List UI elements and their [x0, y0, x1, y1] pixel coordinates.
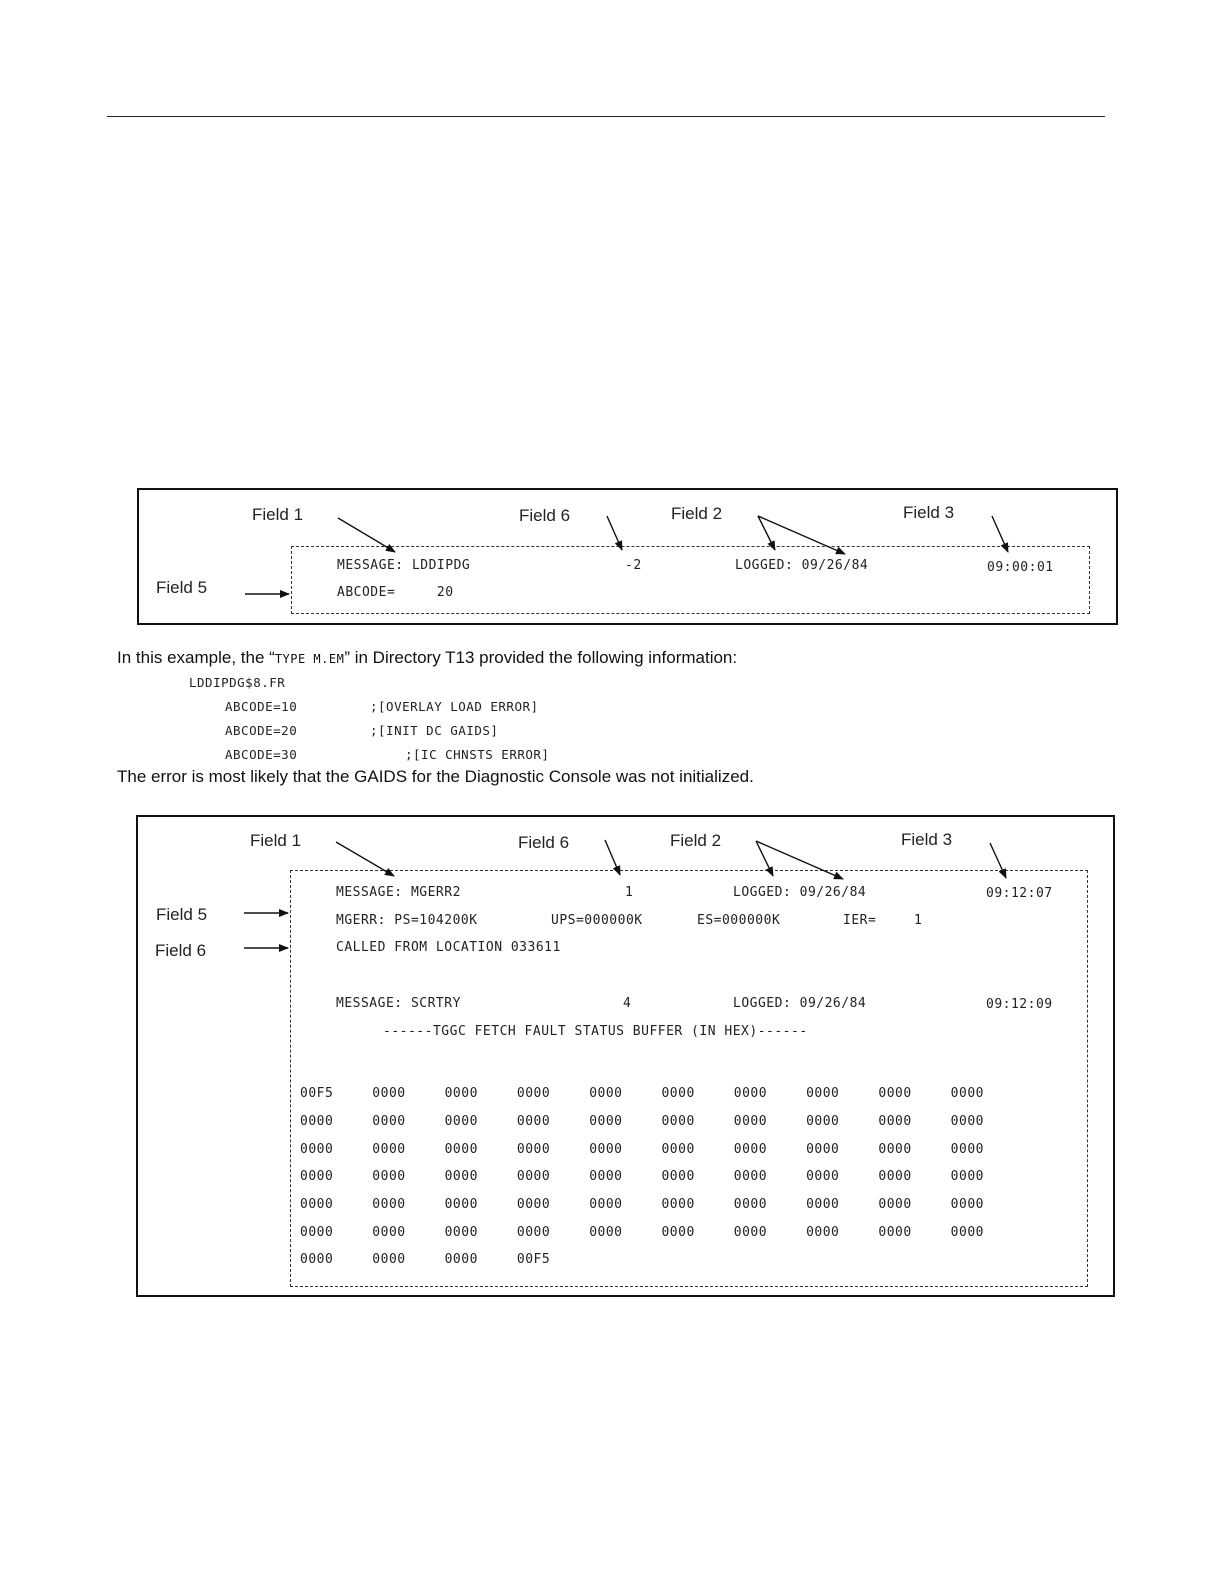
hex-cell: 0000 — [516, 1086, 551, 1102]
hex-cell: 0000 — [589, 1224, 623, 1240]
hex-cell: 0000 — [589, 1197, 623, 1213]
hex-cell: 0000 — [516, 1114, 551, 1130]
buffer-title: ------TGGC FETCH FAULT STATUS BUFFER (IN HEX)------ — [383, 1024, 808, 1039]
intro-command: TYPE M.EM — [274, 652, 345, 666]
figure2-field1-label: Field 1 — [250, 831, 302, 850]
fig1-field2-arrow-b — [758, 516, 845, 554]
hex-cell: 0000 — [516, 1224, 551, 1240]
hex-cell: 0000 — [372, 1086, 406, 1102]
hex-cell: 0000 — [516, 1197, 551, 1213]
figure1-logged: LOGGED: 09/26/84 — [735, 558, 869, 573]
intro-after: ” in Directory T13 provided the following information: — [344, 648, 738, 667]
hex-cell: 0000 — [444, 1114, 478, 1130]
figure2-message2-time: 09:12:09 — [986, 997, 1053, 1012]
hex-cell: 0000 — [661, 1141, 695, 1157]
hex-cell: 0000 — [950, 1086, 984, 1102]
hex-cell: 0000 — [300, 1114, 334, 1130]
hex-cell: 0000 — [589, 1086, 623, 1102]
mgerr-ps: MGERR: PS=104200K — [336, 913, 478, 928]
hex-cell: 0000 — [300, 1224, 334, 1240]
figure1-field5-label: Field 5 — [156, 578, 208, 597]
fig1-field1-arrow — [338, 518, 395, 552]
hex-cell: 0000 — [372, 1197, 406, 1213]
figure1-field6-label: Field 6 — [519, 506, 571, 525]
hex-cell: 0000 — [372, 1224, 406, 1240]
hex-cell: 00F5 — [516, 1252, 551, 1268]
hex-cell: 0000 — [516, 1169, 551, 1185]
figure2-message1-logged: LOGGED: 09/26/84 — [733, 885, 867, 900]
hex-cell: 0000 — [444, 1086, 478, 1102]
hex-cell: 00F5 — [300, 1086, 334, 1102]
hex-cell: 0000 — [733, 1086, 768, 1102]
hex-cell: 0000 — [806, 1224, 840, 1240]
hex-cell: 0000 — [806, 1169, 840, 1185]
hex-cell: 0000 — [733, 1141, 768, 1157]
hex-cell: 0000 — [300, 1252, 334, 1268]
figure1-message-label: MESSAGE: LDDIPDG — [337, 558, 471, 573]
hex-cell: 0000 — [372, 1141, 406, 1157]
hex-cell: 0000 — [589, 1114, 623, 1130]
hex-cell: 0000 — [733, 1224, 768, 1240]
fig2-field3-arrow — [990, 843, 1006, 878]
figure2-field6-top-label: Field 6 — [518, 833, 570, 852]
hex-cell: 0000 — [516, 1141, 551, 1157]
figure2-message1-time: 09:12:07 — [986, 886, 1053, 901]
hex-cell: 0000 — [444, 1169, 478, 1185]
figure2-message1-label: MESSAGE: MGERR2 — [336, 885, 461, 900]
hex-cell: 0000 — [661, 1224, 695, 1240]
hex-cell: 0000 — [444, 1197, 478, 1213]
abcode-20: ABCODE=20 — [225, 723, 298, 738]
hex-cell: 0000 — [444, 1224, 478, 1240]
explanation-conclusion: The error is most likely that the GAIDS for the Diagnostic Console was not initialized. — [117, 767, 754, 786]
hex-cell: 0000 — [806, 1141, 840, 1157]
intro-before: In this example, the “ — [117, 648, 275, 667]
mgerr-ups: UPS=000000K — [551, 913, 643, 928]
figure2-message1-code: 1 — [625, 885, 634, 900]
fig1-field3-arrow — [992, 516, 1008, 552]
hex-cell: 0000 — [661, 1197, 695, 1213]
hex-cell: 0000 — [806, 1197, 840, 1213]
hex-cell: 0000 — [444, 1252, 478, 1268]
hex-cell: 0000 — [733, 1169, 768, 1185]
hex-cell: 0000 — [806, 1086, 840, 1102]
fig2-field6-arrow — [605, 840, 620, 875]
fig1-field6-arrow — [607, 516, 622, 550]
hex-cell: 0000 — [878, 1169, 912, 1185]
figure2-field3-label: Field 3 — [901, 830, 953, 849]
figure2-message2-logged: LOGGED: 09/26/84 — [733, 996, 867, 1011]
hex-cell: 0000 — [661, 1169, 695, 1185]
fig2-field1-arrow — [336, 842, 394, 876]
abcode-30-desc: ;[IC CHNSTS ERROR] — [405, 747, 550, 762]
figure2-field6-left-label: Field 6 — [155, 941, 207, 960]
hex-cell: 0000 — [950, 1224, 984, 1240]
abcode-10: ABCODE=10 — [225, 699, 298, 714]
hex-cell: 0000 — [589, 1141, 623, 1157]
hex-cell: 0000 — [372, 1114, 406, 1130]
figure1-time: 09:00:01 — [987, 560, 1054, 575]
figure2-message2-label: MESSAGE: SCRTRY — [336, 996, 461, 1011]
hex-cell: 0000 — [300, 1169, 334, 1185]
hex-cell: 0000 — [733, 1114, 768, 1130]
hex-cell: 0000 — [661, 1114, 695, 1130]
hex-cell: 0000 — [806, 1114, 840, 1130]
fig2-field2-arrow-b — [756, 841, 843, 879]
figure2-field5-label: Field 5 — [156, 905, 208, 924]
hex-cell: 0000 — [661, 1086, 695, 1102]
figure1-abcode: ABCODE= 20 — [337, 585, 454, 600]
explanation-file-name: LDDIPDG$8.FR — [189, 675, 286, 690]
hex-cell: 0000 — [372, 1252, 406, 1268]
fig2-field2-arrow-a — [756, 841, 773, 876]
hex-cell: 0000 — [589, 1169, 623, 1185]
hex-cell: 0000 — [878, 1114, 912, 1130]
hex-cell: 0000 — [300, 1141, 334, 1157]
hex-cell: 0000 — [878, 1141, 912, 1157]
mgerr-ier-label: IER= — [843, 913, 877, 928]
hex-cell: 0000 — [878, 1197, 912, 1213]
mgerr-es: ES=000000K — [697, 913, 781, 928]
figure1-field3-label: Field 3 — [903, 503, 955, 522]
hex-cell: 0000 — [300, 1197, 334, 1213]
hex-cell: 0000 — [372, 1169, 406, 1185]
hex-cell: 0000 — [950, 1114, 984, 1130]
hex-cell: 0000 — [950, 1169, 984, 1185]
hex-cell: 0000 — [878, 1086, 912, 1102]
abcode-20-desc: ;[INIT DC GAIDS] — [370, 723, 499, 738]
hex-cell: 0000 — [444, 1141, 478, 1157]
hex-cell: 0000 — [950, 1197, 984, 1213]
hex-cell: 0000 — [733, 1197, 768, 1213]
abcode-30: ABCODE=30 — [225, 747, 298, 762]
hex-cell: 0000 — [878, 1224, 912, 1240]
figure1-message-code: -2 — [625, 558, 642, 573]
figure1-field1-label: Field 1 — [252, 505, 304, 524]
mgerr-ier-value: 1 — [914, 913, 923, 928]
fig1-field2-arrow-a — [758, 516, 775, 550]
called-from-location: CALLED FROM LOCATION 033611 — [336, 940, 561, 955]
figure2-field2-label: Field 2 — [670, 831, 722, 850]
figure1-field2-label: Field 2 — [671, 504, 723, 523]
hex-cell: 0000 — [950, 1141, 984, 1157]
abcode-10-desc: ;[OVERLAY LOAD ERROR] — [370, 699, 539, 714]
figure2-message2-code: 4 — [623, 996, 632, 1011]
